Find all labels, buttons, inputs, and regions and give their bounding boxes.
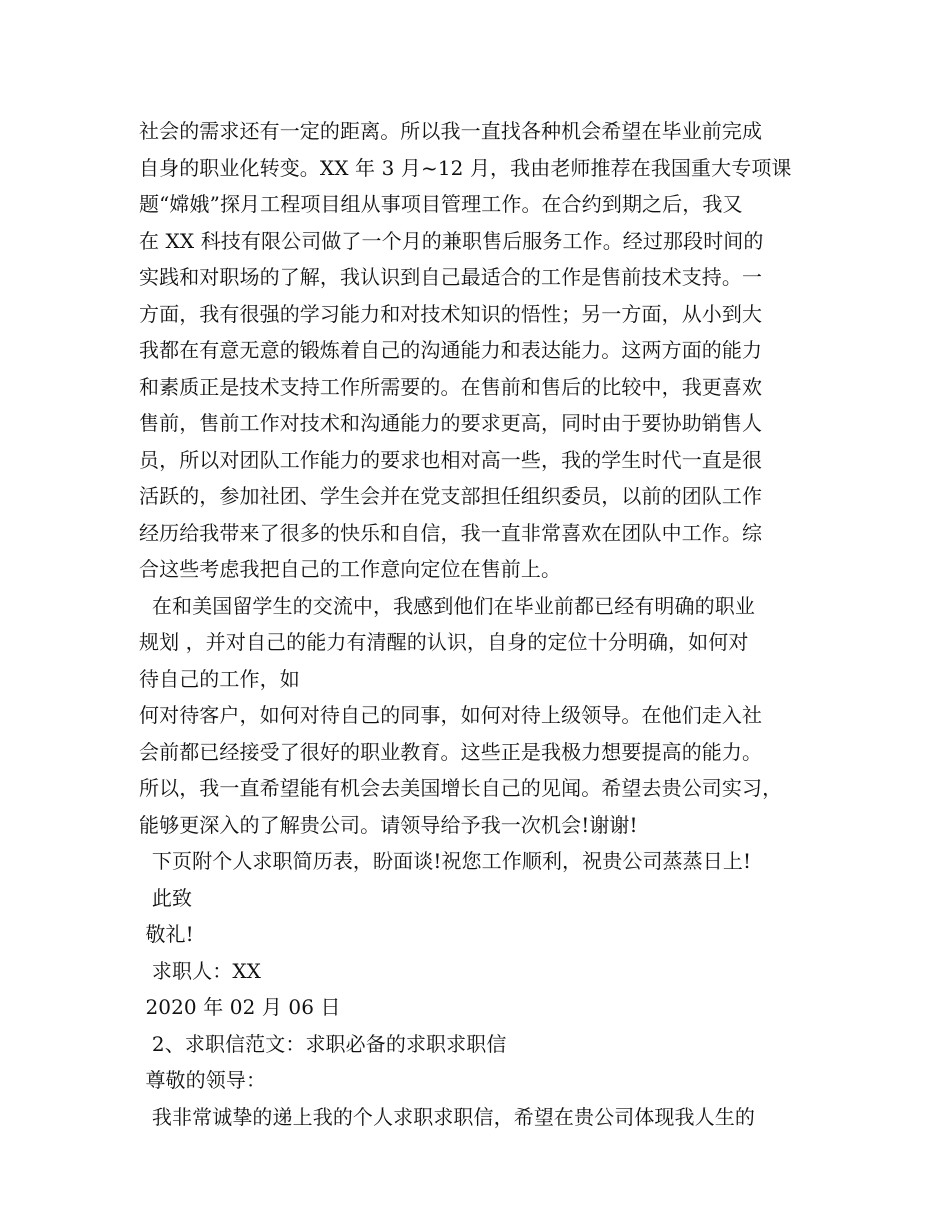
paragraph-start-line: 在和美国留学生的交流中，我感到他们在毕业前都已经有明确的职业 [139,593,755,618]
text-line: 合这些考虑我把自己的工作意向定位在售前上。 [139,557,562,581]
text-line: 会前都已经接受了很好的职业教育。这些正是我极力想要提高的能力。 [139,739,763,764]
text-line: 自身的职业化转变。XX 年 3 月~12 月，我由老师推荐在我国重大专项课 [139,155,792,180]
text-line: 所以，我一直希望能有机会去美国增长自己的见闻。希望去贵公司实习， [139,776,783,800]
text-line: 题“嫦娥”探月工程项目组从事项目管理工作。在合约到期之后，我又 [139,192,743,216]
text-line: 我都在有意无意的锻炼着自己的沟通能力和表达能力。这两方面的能力 [139,338,763,362]
text-line: 员，所以对团队工作能力的要求也相对高一些，我的学生时代一直是很 [139,447,763,472]
document-body [139,113,829,1135]
text-line: 实践和对职场的了解，我认识到自己最适合的工作是售前技术支持。一 [139,265,763,289]
text-line: 我非常诚挚的递上我的个人求职求职信，希望在贵公司体现我人生的 [139,1104,755,1129]
greeting-line: 尊敬的领导： [139,1068,267,1092]
text-line: 和素质正是技术支持工作所需要的。在售前和售后的比较中，我更喜欢 [139,374,763,399]
text-line: 活跃的，参加社团、学生会并在党支部担任组织委员，以前的团队工作 [139,484,763,508]
salutation-close-line: 此致 [139,885,193,910]
text-line: 规划 ，并对自己的能力有清醒的认识，自身的定位十分明确，如何对 [139,630,749,654]
text-line: 售前，售前工作对技术和沟通能力的要求更高，同时由于要协助销售人 [139,411,763,435]
section-heading: 2、求职信范文：求职必备的求职求职信 [139,1031,507,1056]
applicant-signature-line: 求职人：XX [139,958,261,983]
regards-line: 敬礼! [139,922,194,946]
text-line: 社会的需求还有一定的距离。所以我一直找各种机会希望在毕业前完成 [139,119,763,143]
text-line: 能够更深入的了解贵公司。请领导给予我一次机会!谢谢! [139,812,638,837]
text-line: 方面，我有很强的学习能力和对技术知识的悟性；另一方面，从小到大 [139,301,763,326]
text-line: 待自己的工作，如 [139,666,300,691]
text-line: 经历给我带来了很多的快乐和自信，我一直非常喜欢在团队中工作。综 [139,520,763,545]
text-line: 在 XX 科技有限公司做了一个月的兼职售后服务工作。经过那段时间的 [139,228,764,253]
date-line: 2020 年 02 月 06 日 [139,995,341,1019]
text-line: 何对待客户，如何对待自己的同事，如何对待上级领导。在他们走入社 [139,703,763,727]
closing-wish-line: 下页附个人求职简历表，盼面谈!祝您工作顺利，祝贵公司蒸蒸日上! [139,849,752,873]
